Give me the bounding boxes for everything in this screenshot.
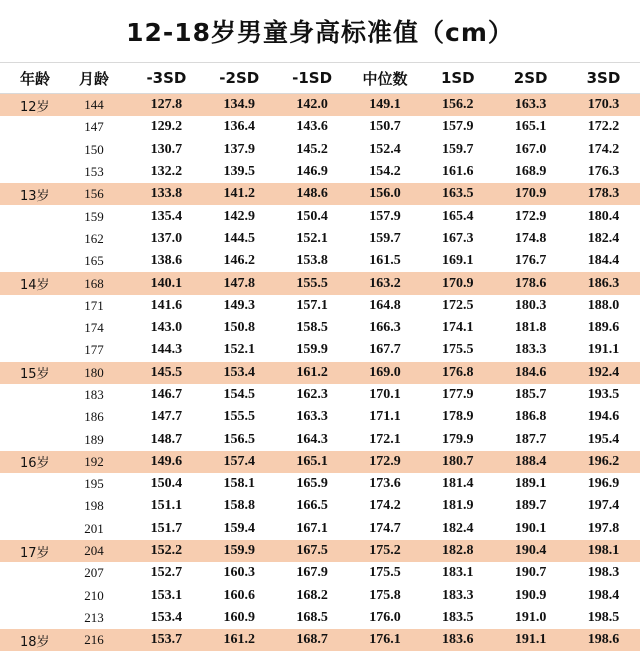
value-cell: 144.3	[150, 342, 183, 358]
month-cell: 195	[84, 476, 104, 492]
value-cell: 146.2	[223, 253, 256, 269]
value-cell: 187.7	[514, 431, 547, 447]
month-cell: 162	[84, 230, 104, 246]
value-cell: 196.2	[587, 453, 620, 469]
value-cell: 190.4	[514, 543, 547, 559]
month-cell: 159	[84, 208, 104, 224]
value-cell: 178.9	[442, 409, 474, 425]
value-cell: 155.5	[223, 409, 256, 425]
value-cell: 146.7	[150, 387, 183, 402]
month-cell: 165	[84, 253, 104, 269]
value-cell: 190.9	[514, 587, 547, 603]
table-row	[0, 183, 640, 205]
value-cell: 178.6	[514, 275, 547, 291]
value-cell: 189.1	[514, 476, 547, 492]
value-cell: 138.6	[150, 253, 183, 269]
table-row	[0, 451, 640, 473]
value-cell: 134.9	[223, 97, 256, 113]
value-cell: 174.2	[369, 498, 401, 514]
value-cell: 172.5	[442, 297, 474, 313]
month-cell: 147	[84, 119, 104, 135]
value-cell: 149.3	[223, 297, 256, 313]
value-cell: 147.7	[150, 409, 183, 425]
value-cell: 140.1	[150, 275, 183, 291]
value-cell: 191.0	[514, 609, 547, 625]
table-row	[0, 406, 640, 428]
value-cell: 156.2	[442, 97, 474, 113]
value-cell: 167.9	[296, 565, 328, 581]
value-cell: 151.7	[150, 520, 183, 536]
table-row	[0, 562, 640, 584]
value-cell: 184.4	[587, 253, 620, 269]
value-cell: 189.6	[587, 320, 620, 336]
table-row	[0, 629, 640, 651]
value-cell: 174.1	[442, 320, 474, 336]
value-cell: 137.9	[223, 141, 256, 157]
value-cell: 152.1	[296, 230, 328, 246]
value-cell: 153.7	[150, 632, 183, 648]
value-cell: 183.1	[442, 565, 474, 581]
value-cell: 186.8	[514, 409, 547, 425]
value-cell: 157.4	[223, 453, 256, 469]
value-cell: 178.3	[587, 186, 620, 202]
value-cell: 186.3	[587, 275, 620, 291]
value-cell: 159.4	[223, 520, 256, 536]
header-age: 年龄	[20, 69, 51, 88]
value-cell: 176.3	[587, 164, 620, 180]
value-cell: 137.0	[150, 230, 183, 246]
month-cell: 177	[84, 342, 104, 358]
value-cell: 145.2	[296, 141, 328, 157]
value-cell: 142.0	[296, 97, 328, 113]
value-cell: 133.8	[150, 186, 183, 202]
value-cell: 161.2	[296, 364, 328, 380]
value-cell: 153.1	[150, 587, 183, 603]
table-row	[0, 295, 640, 317]
value-cell: 176.0	[369, 609, 401, 625]
value-cell: 152.4	[369, 141, 401, 157]
month-cell: 189	[84, 431, 104, 447]
value-cell: 185.7	[514, 387, 547, 402]
value-cell: 150.4	[296, 208, 328, 224]
value-cell: 175.5	[369, 565, 401, 581]
value-cell: 153.4	[223, 364, 256, 380]
value-cell: 180.4	[587, 208, 620, 224]
month-cell: 156	[84, 186, 104, 202]
value-cell: 182.4	[587, 230, 620, 246]
table-row	[0, 139, 640, 161]
value-cell: 159.9	[223, 543, 256, 559]
value-cell: 168.5	[296, 609, 328, 625]
value-cell: 152.1	[223, 342, 256, 358]
value-cell: 159.7	[442, 141, 474, 157]
month-cell: 183	[84, 387, 104, 402]
value-cell: 129.2	[150, 119, 183, 135]
value-cell: 157.9	[369, 208, 401, 224]
table-row	[0, 317, 640, 339]
value-cell: 143.0	[150, 320, 183, 336]
value-cell: 167.0	[514, 141, 547, 157]
value-cell: 166.5	[296, 498, 328, 514]
value-cell: 183.6	[442, 632, 474, 648]
value-cell: 176.7	[514, 253, 547, 269]
value-cell: 183.3	[514, 342, 547, 358]
value-cell: 165.1	[296, 453, 328, 469]
value-cell: 189.7	[514, 498, 547, 514]
table-row	[0, 116, 640, 138]
value-cell: 170.9	[514, 186, 547, 202]
value-cell: 171.1	[369, 409, 401, 425]
value-cell: 150.7	[369, 119, 401, 135]
value-cell: 170.1	[369, 387, 401, 402]
value-cell: 154.5	[223, 387, 256, 402]
value-cell: 162.3	[296, 387, 328, 402]
header-minus1sd: -1SD	[292, 69, 333, 87]
value-cell: 196.9	[587, 476, 620, 492]
value-cell: 198.5	[587, 609, 620, 625]
month-cell: 144	[84, 97, 104, 113]
month-cell: 168	[84, 275, 104, 291]
value-cell: 155.5	[296, 275, 328, 291]
value-cell: 198.1	[587, 543, 620, 559]
value-cell: 172.1	[369, 431, 401, 447]
month-cell: 198	[84, 498, 104, 514]
value-cell: 139.5	[223, 164, 256, 180]
value-cell: 175.8	[369, 587, 401, 603]
table-row	[0, 607, 640, 629]
value-cell: 168.7	[296, 632, 328, 648]
table-row	[0, 384, 640, 406]
age-cell: 12岁	[20, 99, 50, 115]
value-cell: 190.7	[514, 565, 547, 581]
value-cell: 197.4	[587, 498, 620, 514]
value-cell: 166.3	[369, 320, 401, 336]
value-cell: 165.9	[296, 476, 328, 492]
value-cell: 148.7	[150, 431, 183, 447]
value-cell: 177.9	[442, 387, 474, 402]
header-plus1sd: 1SD	[440, 69, 475, 87]
value-cell: 130.7	[150, 141, 183, 157]
value-cell: 156.0	[369, 186, 401, 202]
table-body	[0, 94, 640, 651]
value-cell: 191.1	[587, 342, 620, 358]
value-cell: 163.3	[514, 97, 547, 113]
value-cell: 141.6	[150, 297, 183, 313]
table-row	[0, 495, 640, 517]
value-cell: 153.4	[150, 609, 183, 625]
value-cell: 198.4	[587, 587, 620, 603]
value-cell: 160.6	[223, 587, 256, 603]
value-cell: 163.5	[442, 186, 474, 202]
age-cell: 14岁	[20, 278, 50, 294]
header-plus2sd: 2SD	[513, 69, 548, 87]
table-row	[0, 585, 640, 607]
value-cell: 144.5	[223, 230, 256, 246]
value-cell: 157.9	[442, 119, 474, 135]
value-cell: 188.4	[514, 453, 547, 469]
value-cell: 190.1	[514, 520, 547, 536]
value-cell: 160.3	[223, 565, 256, 581]
value-cell: 176.8	[442, 364, 474, 380]
value-cell: 179.9	[442, 431, 474, 447]
table-row	[0, 518, 640, 540]
value-cell: 188.0	[587, 297, 620, 313]
month-cell: 210	[84, 587, 104, 603]
table-row	[0, 250, 640, 272]
age-cell: 16岁	[20, 456, 50, 472]
value-cell: 161.2	[223, 632, 256, 648]
value-cell: 132.2	[150, 164, 183, 180]
value-cell: 157.1	[296, 297, 328, 313]
month-cell: 204	[84, 543, 104, 559]
value-cell: 167.1	[296, 520, 328, 536]
value-cell: 169.0	[369, 364, 401, 380]
value-cell: 175.2	[369, 543, 401, 559]
value-cell: 180.7	[442, 453, 474, 469]
value-cell: 145.5	[150, 364, 183, 380]
value-cell: 127.8	[150, 97, 183, 113]
value-cell: 164.8	[369, 297, 401, 313]
month-cell: 180	[84, 364, 104, 380]
value-cell: 151.1	[150, 498, 183, 514]
month-cell: 216	[84, 632, 104, 648]
value-cell: 174.8	[514, 230, 547, 246]
value-cell: 172.2	[587, 119, 620, 135]
value-cell: 197.8	[587, 520, 620, 536]
table-row	[0, 428, 640, 450]
age-cell: 13岁	[20, 188, 50, 204]
value-cell: 169.1	[442, 253, 474, 269]
value-cell: 158.1	[223, 476, 256, 492]
value-cell: 173.6	[369, 476, 401, 492]
age-cell: 15岁	[20, 367, 50, 383]
value-cell: 159.7	[369, 230, 401, 246]
value-cell: 135.4	[150, 208, 183, 224]
value-cell: 149.6	[150, 453, 183, 469]
month-cell: 171	[84, 297, 104, 313]
value-cell: 174.2	[587, 141, 620, 157]
value-cell: 182.8	[442, 543, 474, 559]
table-row	[0, 362, 640, 384]
value-cell: 172.9	[514, 208, 547, 224]
table-row	[0, 228, 640, 250]
value-cell: 168.2	[296, 587, 328, 603]
value-cell: 136.4	[223, 119, 256, 135]
value-cell: 172.9	[369, 453, 401, 469]
header-plus3sd: 3SD	[586, 69, 621, 87]
month-cell: 153	[84, 164, 104, 180]
month-cell: 201	[84, 520, 104, 536]
value-cell: 175.5	[442, 342, 474, 358]
value-cell: 163.3	[296, 409, 328, 425]
value-cell: 161.5	[369, 253, 401, 269]
value-cell: 143.6	[296, 119, 328, 135]
table-row	[0, 272, 640, 294]
value-cell: 181.9	[442, 498, 474, 514]
value-cell: 198.6	[587, 632, 620, 648]
value-cell: 142.9	[223, 208, 256, 224]
table-header	[0, 62, 640, 94]
value-cell: 181.4	[442, 476, 474, 492]
value-cell: 195.4	[587, 431, 620, 447]
value-cell: 183.3	[442, 587, 474, 603]
month-cell: 174	[84, 320, 104, 336]
value-cell: 192.4	[587, 364, 620, 380]
value-cell: 152.7	[150, 565, 183, 581]
value-cell: 154.2	[369, 164, 401, 180]
page-title: 12-18岁男童身高标准值（cm）	[126, 18, 514, 47]
value-cell: 184.6	[514, 364, 547, 380]
value-cell: 167.3	[442, 230, 474, 246]
value-cell: 191.1	[514, 632, 547, 648]
value-cell: 165.4	[442, 208, 474, 224]
header-month: 月龄	[78, 69, 109, 88]
value-cell: 158.8	[223, 498, 256, 514]
table-row	[0, 94, 640, 116]
value-cell: 183.5	[442, 609, 474, 625]
value-cell: 194.6	[587, 409, 620, 425]
value-cell: 167.5	[296, 543, 328, 559]
table-row	[0, 339, 640, 361]
header-minus2sd: -2SD	[219, 69, 260, 87]
value-cell: 159.9	[296, 342, 328, 358]
header-minus3sd: -3SD	[146, 69, 187, 87]
value-cell: 193.5	[587, 387, 620, 402]
value-cell: 176.1	[369, 632, 401, 648]
month-cell: 192	[84, 453, 104, 469]
value-cell: 150.4	[150, 476, 183, 492]
value-cell: 181.8	[514, 320, 547, 336]
value-cell: 147.8	[223, 275, 256, 291]
value-cell: 182.4	[442, 520, 474, 536]
month-cell: 186	[84, 409, 104, 425]
age-cell: 18岁	[20, 634, 50, 650]
age-cell: 17岁	[20, 545, 50, 561]
value-cell: 150.8	[223, 320, 256, 336]
table-row	[0, 473, 640, 495]
month-cell: 207	[84, 565, 104, 581]
header-median: 中位数	[362, 69, 408, 88]
value-cell: 170.9	[442, 275, 474, 291]
value-cell: 141.2	[223, 186, 256, 202]
value-cell: 148.6	[296, 186, 328, 202]
value-cell: 152.2	[150, 543, 183, 559]
value-cell: 167.7	[369, 342, 401, 358]
table-row	[0, 540, 640, 562]
value-cell: 146.9	[296, 164, 328, 180]
month-cell: 213	[84, 609, 104, 625]
value-cell: 161.6	[442, 164, 474, 180]
value-cell: 149.1	[369, 97, 401, 113]
value-cell: 174.7	[369, 520, 401, 536]
value-cell: 168.9	[514, 164, 547, 180]
month-cell: 150	[84, 141, 104, 157]
value-cell: 163.2	[369, 275, 401, 291]
value-cell: 164.3	[296, 431, 328, 447]
value-cell: 153.8	[296, 253, 328, 269]
value-cell: 170.3	[587, 97, 620, 113]
table-row	[0, 161, 640, 183]
value-cell: 198.3	[587, 565, 620, 581]
value-cell: 158.5	[296, 320, 328, 336]
value-cell: 160.9	[223, 609, 256, 625]
table-row	[0, 205, 640, 227]
value-cell: 180.3	[514, 297, 547, 313]
value-cell: 165.1	[514, 119, 547, 135]
value-cell: 156.5	[223, 431, 256, 447]
